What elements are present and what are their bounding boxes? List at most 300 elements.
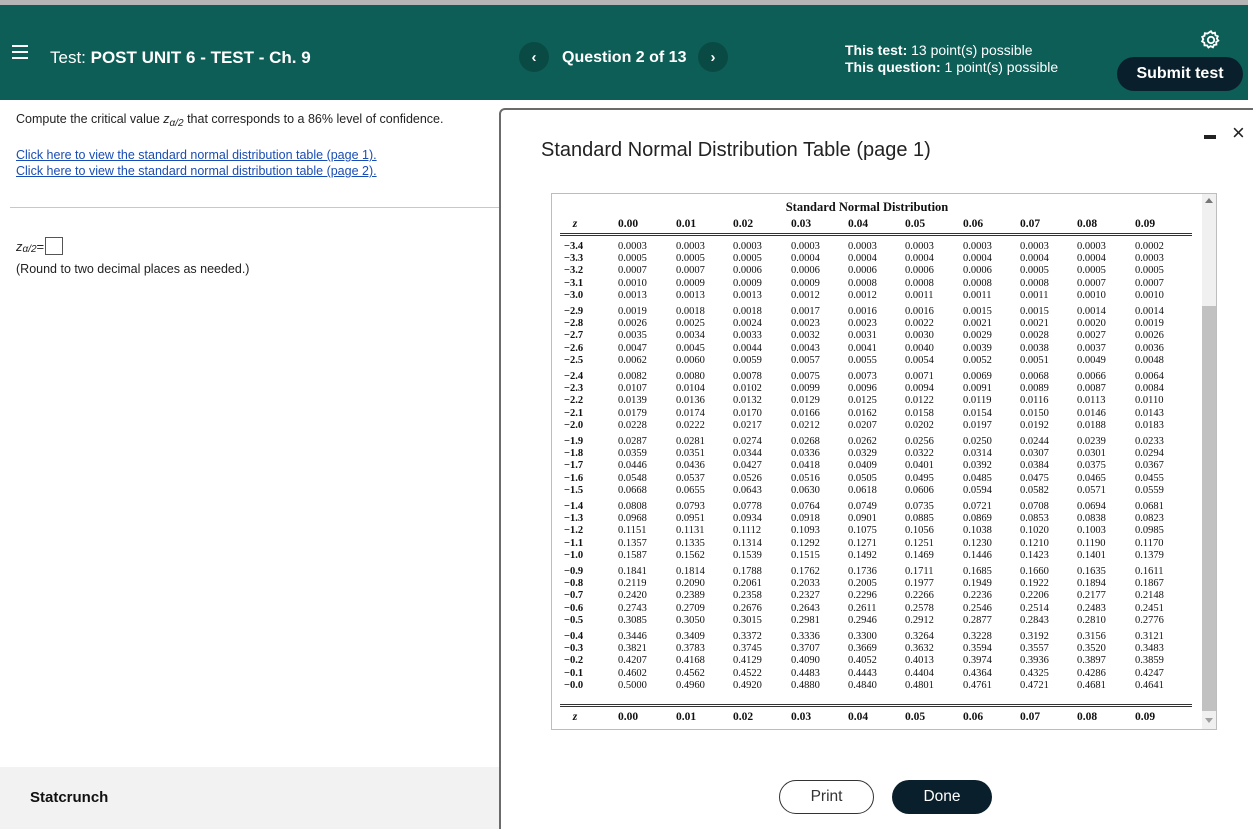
probability-cell: 0.0023 (848, 318, 877, 330)
z-column-footer: z (572, 711, 578, 723)
probability-cell: 0.0069 (963, 371, 992, 382)
probability-cell: 0.2676 (733, 602, 762, 614)
probability-cell: 0.1841 (618, 566, 647, 577)
probability-cell: 0.0082 (618, 371, 647, 382)
z-value: −0.7 (564, 590, 584, 602)
table-scroll-area[interactable] (551, 193, 1217, 730)
probability-cell: 0.1075 (848, 525, 877, 537)
z-value: −1.1 (564, 537, 584, 549)
probability-cell: 0.2296 (848, 590, 877, 602)
probability-cell: 0.0005 (676, 253, 705, 265)
probability-cell: 0.1020 (1020, 525, 1049, 537)
probability-cell: 0.0003 (963, 241, 992, 252)
probability-cell: 0.0351 (676, 448, 705, 460)
probability-cell: 0.0038 (1020, 342, 1049, 354)
probability-cell: 0.0823 (1135, 513, 1164, 525)
probability-cell: 0.0016 (848, 306, 877, 317)
probability-cell: 0.0003 (848, 241, 877, 252)
probability-cell: 0.4840 (848, 679, 877, 691)
probability-cell: 0.0033 (733, 330, 762, 342)
probability-cell: 0.3085 (618, 614, 647, 626)
probability-cell: 0.2236 (963, 590, 992, 602)
probability-cell: 0.4404 (905, 667, 934, 679)
probability-cell: 0.1003 (1077, 525, 1106, 537)
z-value: −2.9 (564, 306, 584, 317)
probability-cell: 0.4286 (1077, 667, 1106, 679)
next-question-button[interactable] (698, 42, 728, 72)
probability-cell: 0.0427 (733, 460, 762, 472)
probability-cell: 0.0007 (676, 265, 705, 277)
probability-cell: 0.0119 (963, 395, 992, 407)
probability-cell: 0.0016 (905, 306, 934, 317)
probability-cell: 0.0409 (848, 460, 877, 472)
probability-cell: 0.0032 (791, 330, 820, 342)
z-value: −1.4 (564, 501, 584, 512)
probability-cell: 0.3707 (791, 643, 820, 655)
probability-cell: 0.0064 (1135, 371, 1164, 382)
probability-cell: 0.0073 (848, 371, 877, 382)
probability-cell: 0.1056 (905, 525, 934, 537)
probability-cell: 0.0010 (1077, 289, 1106, 301)
probability-cell: 0.0793 (676, 501, 705, 512)
probability-cell: 0.3015 (733, 614, 762, 626)
header-rule (560, 233, 1192, 234)
probability-cell: 0.0918 (791, 513, 820, 525)
points-info: This test: 13 point(s) possible This question: 1 point(s) possible (845, 42, 1059, 75)
probability-cell: 0.0594 (963, 484, 992, 496)
z-value: −1.7 (564, 460, 584, 472)
probability-cell: 0.0838 (1077, 513, 1106, 525)
probability-cell: 0.0537 (676, 472, 705, 484)
z-value: −1.0 (564, 549, 584, 561)
probability-cell: 0.0094 (905, 383, 934, 395)
print-button[interactable]: Print (779, 780, 874, 814)
probability-cell: 0.3669 (848, 643, 877, 655)
probability-cell: 0.0162 (848, 407, 877, 419)
probability-cell: 0.0011 (963, 289, 992, 301)
column-header: 0.02 (733, 218, 754, 230)
probability-cell: 0.2033 (791, 578, 820, 590)
probability-cell: 0.0006 (848, 265, 877, 277)
submit-test-button[interactable]: Submit test (1117, 57, 1243, 91)
probability-cell: 0.0059 (733, 354, 762, 366)
probability-cell: 0.0934 (733, 513, 762, 525)
rounding-note: (Round to two decimal places as needed.) (16, 262, 250, 276)
probability-cell: 0.0985 (1135, 525, 1164, 537)
probability-cell: 0.1379 (1135, 549, 1164, 561)
probability-cell: 0.1977 (905, 578, 934, 590)
column-header: 0.05 (905, 218, 926, 230)
probability-cell: 0.0256 (905, 436, 934, 447)
minimize-icon[interactable] (1204, 135, 1216, 139)
probability-cell: 0.3745 (733, 643, 762, 655)
probability-cell: 0.0044 (733, 342, 762, 354)
probability-cell: 0.0006 (963, 265, 992, 277)
column-footer: 0.05 (905, 711, 926, 723)
probability-cell: 0.0655 (676, 484, 705, 496)
probability-cell: 0.0047 (618, 342, 647, 354)
probability-cell: 0.0694 (1077, 501, 1106, 512)
probability-cell: 0.3632 (905, 643, 934, 655)
probability-cell: 0.0294 (1135, 448, 1164, 460)
probability-cell: 0.0778 (733, 501, 762, 512)
probability-cell: 0.0143 (1135, 407, 1164, 419)
probability-cell: 0.2451 (1135, 602, 1164, 614)
probability-cell: 0.0003 (618, 241, 647, 252)
probability-cell: 0.4483 (791, 667, 820, 679)
probability-cell: 0.0023 (791, 318, 820, 330)
done-button[interactable]: Done (892, 780, 992, 814)
probability-cell: 0.0091 (963, 383, 992, 395)
probability-cell: 0.0035 (618, 330, 647, 342)
z-value: −2.2 (564, 395, 584, 407)
probability-cell: 0.4522 (733, 667, 762, 679)
probability-cell: 0.0025 (676, 318, 705, 330)
probability-cell: 0.0170 (733, 407, 762, 419)
probability-cell: 0.0029 (963, 330, 992, 342)
hamburger-menu-icon[interactable] (12, 45, 28, 59)
probability-cell: 0.1401 (1077, 549, 1106, 561)
probability-cell: 0.0301 (1077, 448, 1106, 460)
probability-cell: 0.0014 (1135, 306, 1164, 317)
scroll-down-arrow-icon[interactable] (1205, 718, 1213, 723)
probability-cell: 0.0060 (676, 354, 705, 366)
probability-cell: 0.0034 (676, 330, 705, 342)
test-name: POST UNIT 6 - TEST - Ch. 9 (90, 48, 311, 67)
probability-cell: 0.4880 (791, 679, 820, 691)
probability-cell: 0.0869 (963, 513, 992, 525)
probability-cell: 0.0359 (618, 448, 647, 460)
probability-cell: 0.2090 (676, 578, 705, 590)
probability-cell: 0.0548 (618, 472, 647, 484)
z-value: −1.8 (564, 448, 584, 460)
probability-cell: 0.1446 (963, 549, 992, 561)
z-value: −2.4 (564, 371, 584, 382)
dialog-title: Standard Normal Distribution Table (page 1) (541, 139, 931, 161)
probability-cell: 0.0015 (963, 306, 992, 317)
probability-cell: 0.0013 (733, 289, 762, 301)
probability-cell: 0.0021 (963, 318, 992, 330)
table-dialog (499, 108, 1253, 829)
probability-cell: 0.0721 (963, 501, 992, 512)
probability-cell: 0.2981 (791, 614, 820, 626)
probability-cell: 0.0571 (1077, 484, 1106, 496)
probability-cell: 0.1894 (1077, 578, 1106, 590)
probability-cell: 0.4364 (963, 667, 992, 679)
probability-cell: 0.0401 (905, 460, 934, 472)
probability-cell: 0.3192 (1020, 631, 1049, 642)
probability-cell: 0.0749 (848, 501, 877, 512)
column-footer: 0.01 (676, 711, 697, 723)
previous-question-button[interactable] (519, 42, 549, 72)
probability-cell: 0.4960 (676, 679, 705, 691)
probability-cell: 0.0068 (1020, 371, 1049, 382)
probability-cell: 0.1788 (733, 566, 762, 577)
probability-cell: 0.0606 (905, 484, 934, 496)
probability-cell: 0.3936 (1020, 655, 1049, 667)
probability-cell: 0.0007 (618, 265, 647, 277)
probability-cell: 0.2843 (1020, 614, 1049, 626)
probability-cell: 0.0027 (1077, 330, 1106, 342)
probability-cell: 0.0885 (905, 513, 934, 525)
probability-cell: 0.0018 (676, 306, 705, 317)
z-value: −0.8 (564, 578, 584, 590)
probability-cell: 0.0045 (676, 342, 705, 354)
probability-cell: 0.0207 (848, 419, 877, 431)
probability-cell: 0.0630 (791, 484, 820, 496)
column-header: 0.03 (791, 218, 812, 230)
z-column-header: z (572, 218, 578, 230)
probability-cell: 0.0853 (1020, 513, 1049, 525)
probability-cell: 0.2776 (1135, 614, 1164, 626)
probability-cell: 0.3974 (963, 655, 992, 667)
probability-cell: 0.0183 (1135, 419, 1164, 431)
probability-cell: 0.0104 (676, 383, 705, 395)
probability-cell: 0.4129 (733, 655, 762, 667)
probability-cell: 0.0154 (963, 407, 992, 419)
probability-cell: 0.2643 (791, 602, 820, 614)
probability-cell: 0.1922 (1020, 578, 1049, 590)
probability-cell: 0.0011 (905, 289, 934, 301)
probability-cell: 0.0008 (848, 277, 877, 289)
footer-rule (560, 706, 1192, 707)
probability-cell: 0.1112 (733, 525, 762, 537)
probability-cell: 0.3557 (1020, 643, 1049, 655)
probability-cell: 0.0004 (963, 253, 992, 265)
column-footer: 0.03 (791, 711, 812, 723)
probability-cell: 0.0136 (676, 395, 705, 407)
probability-cell: 0.3228 (963, 631, 992, 642)
probability-cell: 0.0005 (1135, 265, 1164, 277)
probability-cell: 0.0559 (1135, 484, 1164, 496)
top-bar (0, 0, 1248, 100)
column-footer: 0.06 (963, 711, 984, 723)
probability-cell: 0.0274 (733, 436, 762, 447)
probability-cell: 0.0041 (848, 342, 877, 354)
scrollbar-thumb[interactable] (1202, 306, 1216, 711)
probability-cell: 0.0375 (1077, 460, 1106, 472)
probability-cell: 0.1587 (618, 549, 647, 561)
z-value: −0.1 (564, 667, 584, 679)
probability-cell: 0.2546 (963, 602, 992, 614)
probability-cell: 0.1170 (1135, 537, 1164, 549)
probability-cell: 0.0009 (791, 277, 820, 289)
probability-cell: 0.0049 (1077, 354, 1106, 366)
probability-cell: 0.3336 (791, 631, 820, 642)
probability-cell: 0.0006 (791, 265, 820, 277)
probability-cell: 0.0071 (905, 371, 934, 382)
probability-cell: 0.0031 (848, 330, 877, 342)
probability-cell: 0.0005 (733, 253, 762, 265)
probability-cell: 0.2912 (905, 614, 934, 626)
probability-cell: 0.0008 (1020, 277, 1049, 289)
z-value: −2.7 (564, 330, 584, 342)
statcrunch-button[interactable]: Statcrunch (30, 789, 109, 806)
probability-cell: 0.0314 (963, 448, 992, 460)
probability-cell: 0.2810 (1077, 614, 1106, 626)
probability-cell: 0.1711 (905, 566, 934, 577)
probability-cell: 0.3446 (618, 631, 647, 642)
probability-cell: 0.0250 (963, 436, 992, 447)
probability-cell: 0.0004 (1077, 253, 1106, 265)
probability-cell: 0.0384 (1020, 460, 1049, 472)
probability-cell: 0.2148 (1135, 590, 1164, 602)
probability-cell: 0.0446 (618, 460, 647, 472)
probability-cell: 0.1539 (733, 549, 762, 561)
probability-cell: 0.0329 (848, 448, 877, 460)
probability-cell: 0.1314 (733, 537, 762, 549)
probability-cell: 0.0005 (618, 253, 647, 265)
probability-cell: 0.3520 (1077, 643, 1106, 655)
probability-cell: 0.2266 (905, 590, 934, 602)
column-header: 0.07 (1020, 218, 1041, 230)
divider (10, 207, 500, 208)
probability-cell: 0.3300 (848, 631, 877, 642)
probability-cell: 0.5000 (618, 679, 647, 691)
probability-cell: 0.0089 (1020, 383, 1049, 395)
probability-cell: 0.2946 (848, 614, 877, 626)
probability-cell: 0.0436 (676, 460, 705, 472)
answer-row: z α/2 = (16, 237, 63, 255)
column-header: 0.00 (618, 218, 639, 230)
z-value: −1.5 (564, 484, 584, 496)
probability-cell: 0.0125 (848, 395, 877, 407)
z-value: −0.5 (564, 614, 584, 626)
table-page2-link[interactable]: Click here to view the standard normal distribution table (page 2). (16, 164, 377, 178)
probability-cell: 0.3409 (676, 631, 705, 642)
probability-cell: 0.1660 (1020, 566, 1049, 577)
probability-cell: 0.2119 (618, 578, 647, 590)
probability-cell: 0.3859 (1135, 655, 1164, 667)
probability-cell: 0.0179 (618, 407, 647, 419)
probability-cell: 0.0281 (676, 436, 705, 447)
probability-cell: 0.2358 (733, 590, 762, 602)
probability-cell: 0.3483 (1135, 643, 1164, 655)
probability-cell: 0.4681 (1077, 679, 1106, 691)
probability-cell: 0.0080 (676, 371, 705, 382)
footer-rule (560, 704, 1192, 705)
z-value: −1.2 (564, 525, 584, 537)
probability-cell: 0.0004 (791, 253, 820, 265)
probability-cell: 0.4602 (618, 667, 647, 679)
gear-icon[interactable] (1200, 29, 1222, 51)
probability-cell: 0.2611 (848, 602, 877, 614)
table-page1-link[interactable]: Click here to view the standard normal distribution table (page 1). (16, 148, 377, 162)
probability-cell: 0.0087 (1077, 383, 1106, 395)
probability-cell: 0.0735 (905, 501, 934, 512)
z-value: −2.0 (564, 419, 584, 431)
probability-cell: 0.0096 (848, 383, 877, 395)
probability-cell: 0.0618 (848, 484, 877, 496)
probability-cell: 0.4641 (1135, 679, 1164, 691)
probability-cell: 0.0057 (791, 354, 820, 366)
probability-cell: 0.0150 (1020, 407, 1049, 419)
probability-cell: 0.0040 (905, 342, 934, 354)
column-footer: 0.00 (618, 711, 639, 723)
probability-cell: 0.0013 (618, 289, 647, 301)
probability-cell: 0.1762 (791, 566, 820, 577)
probability-cell: 0.2578 (905, 602, 934, 614)
probability-cell: 0.0808 (618, 501, 647, 512)
table-title: Standard Normal Distribution (785, 200, 949, 214)
probability-cell: 0.1814 (676, 566, 705, 577)
probability-cell: 0.0708 (1020, 501, 1049, 512)
probability-cell: 0.2743 (618, 602, 647, 614)
probability-cell: 0.1635 (1077, 566, 1106, 577)
probability-cell: 0.0244 (1020, 436, 1049, 447)
probability-cell: 0.3156 (1077, 631, 1106, 642)
probability-cell: 0.0287 (618, 436, 647, 447)
probability-cell: 0.4325 (1020, 667, 1049, 679)
z-value: −0.3 (564, 643, 584, 655)
probability-cell: 0.3050 (676, 614, 705, 626)
close-icon[interactable]: × (1232, 120, 1245, 145)
probability-cell: 0.0017 (791, 306, 820, 317)
probability-cell: 0.0392 (963, 460, 992, 472)
probability-cell: 0.0158 (905, 407, 934, 419)
probability-cell: 0.0003 (1077, 241, 1106, 252)
probability-cell: 0.3121 (1135, 631, 1164, 642)
probability-cell: 0.0021 (1020, 318, 1049, 330)
probability-cell: 0.1949 (963, 578, 992, 590)
probability-cell: 0.1131 (676, 525, 705, 537)
probability-cell: 0.0009 (676, 277, 705, 289)
probability-cell: 0.4920 (733, 679, 762, 691)
probability-cell: 0.4562 (676, 667, 705, 679)
probability-cell: 0.0582 (1020, 484, 1049, 496)
test-title: Test: POST UNIT 6 - TEST - Ch. 9 (50, 48, 311, 67)
probability-cell: 0.0051 (1020, 354, 1049, 366)
probability-cell: 0.0006 (905, 265, 934, 277)
z-value: −2.8 (564, 318, 584, 330)
z-value: −2.6 (564, 342, 584, 354)
probability-cell: 0.0113 (1077, 395, 1106, 407)
probability-cell: 0.1423 (1020, 549, 1049, 561)
scroll-up-arrow-icon[interactable] (1205, 198, 1213, 203)
probability-cell: 0.4207 (618, 655, 647, 667)
z-value: −2.3 (564, 383, 584, 395)
probability-cell: 0.0764 (791, 501, 820, 512)
probability-cell: 0.0681 (1135, 501, 1164, 512)
probability-cell: 0.0005 (1077, 265, 1106, 277)
z-value: −1.3 (564, 513, 584, 525)
probability-cell: 0.0028 (1020, 330, 1049, 342)
probability-cell: 0.1251 (905, 537, 934, 549)
probability-cell: 0.0007 (1135, 277, 1164, 289)
probability-cell: 0.0003 (733, 241, 762, 252)
probability-cell: 0.0239 (1077, 436, 1106, 447)
z-value: −0.9 (564, 566, 584, 577)
probability-cell: 0.2514 (1020, 602, 1049, 614)
probability-cell: 0.4801 (905, 679, 934, 691)
probability-cell: 0.2389 (676, 590, 705, 602)
answer-input[interactable] (45, 237, 63, 255)
probability-cell: 0.0004 (1020, 253, 1049, 265)
probability-cell: 0.0951 (676, 513, 705, 525)
probability-cell: 0.1562 (676, 549, 705, 561)
probability-cell: 0.0174 (676, 407, 705, 419)
z-value: −3.3 (564, 253, 584, 265)
probability-cell: 0.0367 (1135, 460, 1164, 472)
probability-cell: 0.1611 (1135, 566, 1164, 577)
probability-cell: 0.0110 (1135, 395, 1164, 407)
probability-cell: 0.0054 (905, 354, 934, 366)
probability-cell: 0.2206 (1020, 590, 1049, 602)
probability-cell: 0.2327 (791, 590, 820, 602)
probability-cell: 0.0055 (848, 354, 877, 366)
column-header: 0.09 (1135, 218, 1156, 230)
z-value: −3.0 (564, 289, 584, 301)
